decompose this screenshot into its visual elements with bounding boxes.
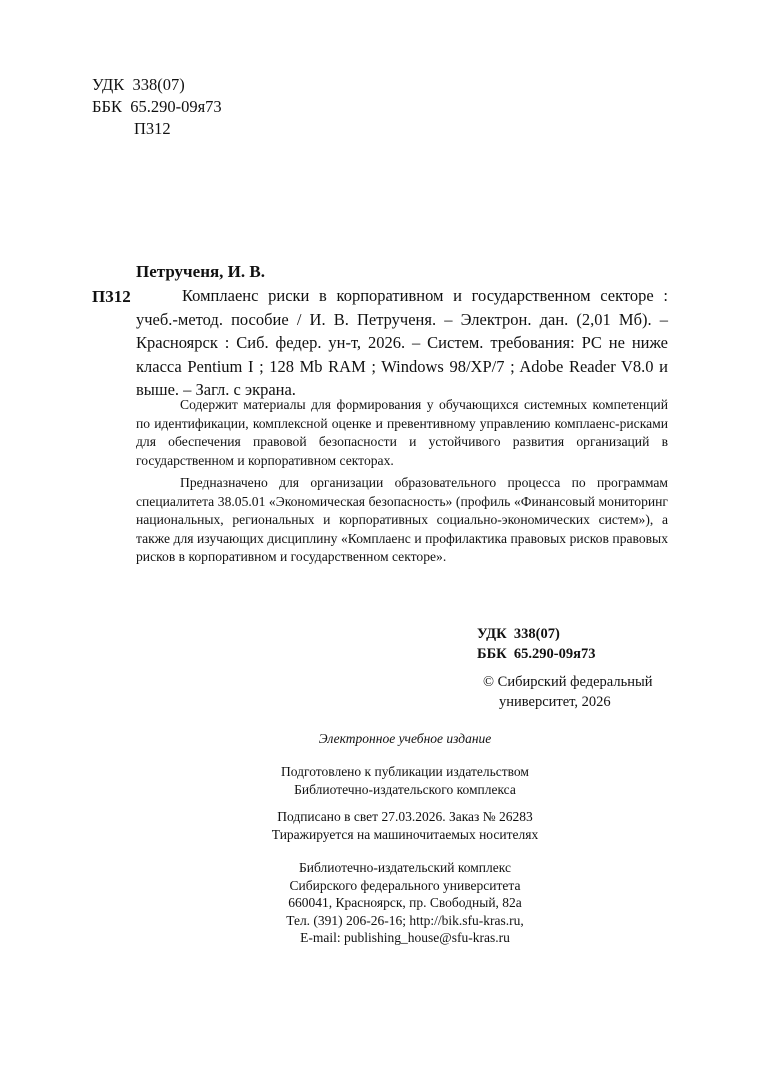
publisher-line: Библиотечно-издательский комплекс [299,860,511,875]
publisher-block [190,859,620,947]
signed-block [190,808,620,843]
classification-block [92,74,222,140]
signed-line: Подписано в свет 27.03.2026. Заказ № 26283 [277,809,533,824]
bibliographic-record [136,284,668,402]
annotation-paragraph: Содержит материалы для формирования у обучающихся системных компетенций по идентификации, комплексной оценке и превентивному управлению комплаенс-рисками для обеспечения правовой безопасности и устойчивого развития организаций в государственном и корпоративном секторах. [136,397,668,468]
copyright-line: © Сибирский федеральный [483,674,653,690]
publisher-line: 660041, Красноярск, пр. Свободный, 82а [288,895,522,910]
bibliographic-text: Комплаенс риски в корпоративном и государственном секторе : учеб.-метод. пособие / И. В. Петрученя. – Электрон. дан. (2,01 Мб). – Красноярск : Сиб. федер. ун-т, 2026. – Систем. требования: PC не ниже класса Pentium I ; 128 Mb RAM ; Windows 98/XP/7 ; Adobe Reader V8.0 и выше. – Загл. с экрана. [136,286,668,399]
annotation [136,396,668,571]
prepared-line: Библиотечно-издательского комплекса [294,781,516,797]
edition-type: Электронное учебное издание [318,731,492,746]
author-name: Петрученя, И. В. [136,262,265,281]
prepared-block [190,763,620,798]
classification-bottom [477,625,596,664]
bbk-code-bottom: ББК 65.290-09я73 [477,645,596,662]
author-mark: П312 [134,119,171,138]
udk-code: УДК 338(07) [92,75,185,94]
prepared-line: Подготовлено к публикации издательством [281,764,529,779]
copyright-line: университет, 2026 [499,693,611,710]
publisher-line: E-mail: publishing_house@sfu-kras.ru [300,930,510,945]
publisher-line: Тел. (391) 206-26-16; http://bik.sfu-kras.ru, [286,912,524,928]
signed-line: Тиражируется на машиночитаемых носителях [271,826,539,842]
publisher-line: Сибирского федерального университета [289,877,521,893]
annotation-paragraph: Предназначено для организации образовательного процесса по программам специалитета 38.05.01 «Экономическая безопасность» (профиль «Финансовый мониторинг национальных, региональных и корпоративных социально-экономических систем»), а также для изучающих дисциплину «Комплаенс и профилактика правовых рисков правовых рисков в корпоративном и государственном секторе». [136,475,668,564]
bbk-code: ББК 65.290-09я73 [92,97,222,116]
copyright [483,673,652,712]
udk-code-bottom: УДК 338(07) [477,626,560,642]
book-code: П312 [92,287,131,306]
